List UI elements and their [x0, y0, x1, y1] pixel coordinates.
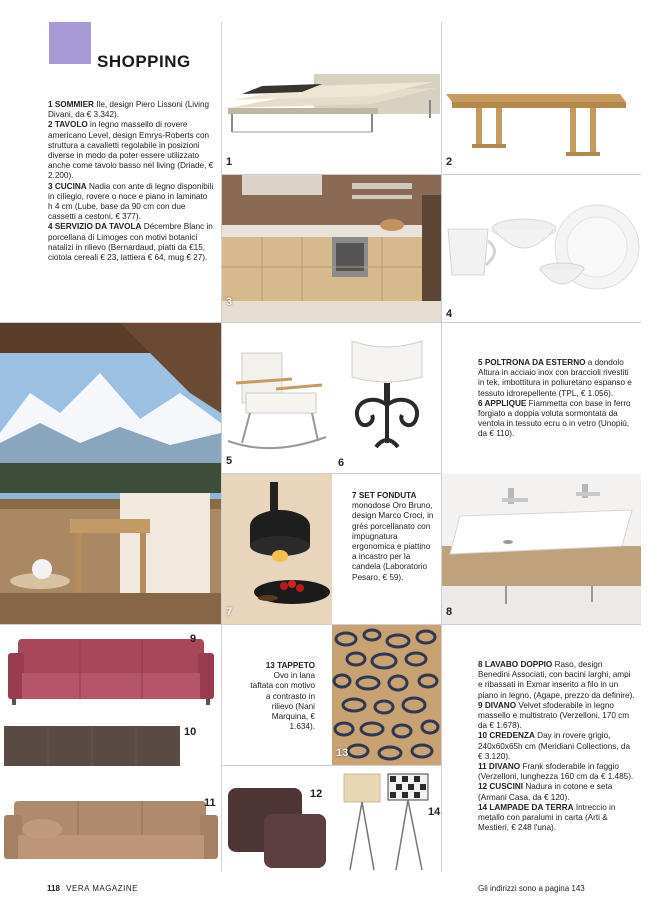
- table-image: [442, 22, 641, 174]
- label-2: 2: [446, 156, 453, 168]
- label-5: 5: [226, 455, 233, 467]
- photo-fondue: [222, 474, 332, 624]
- photo-rocking-chair: [222, 323, 332, 473]
- photo-bed: [222, 22, 441, 174]
- floor-lamps-image: [332, 766, 441, 872]
- photo-sofa-red: [0, 625, 221, 715]
- photo-kitchen: [222, 175, 441, 322]
- rug-image: [332, 625, 441, 765]
- photo-table: [442, 22, 641, 174]
- bed-image: [222, 22, 441, 174]
- photo-cushions: [222, 766, 332, 872]
- magazine-name: VERA MAGAZINE: [66, 884, 138, 893]
- item-3: 3 CUCINA Nadia con ante di legno disponibili in ciliegio, rovere o noce e piano in laminato h 4 cm (Lube, base da 90 cm con due cassetti a cestoni, € 377).: [48, 181, 214, 222]
- label-11: 11: [204, 797, 216, 809]
- wall-lamp-image: [332, 323, 441, 473]
- item-9: 9 DIVANO Velvet sfoderabile in legno massello e multistrato (Verzelloni, 170 cm da € 1.678).: [478, 700, 630, 731]
- label-1: 1: [226, 156, 233, 168]
- intro-text: [48, 100, 214, 263]
- item-11: 11 DIVANO Frank sfoderabile in faggio (Verzelloni, lunghezza 160 cm da € 1.485).: [478, 762, 634, 782]
- photo-floor-lamps: [332, 766, 441, 872]
- sink-image: [442, 474, 641, 624]
- item-4: 4 SERVIZIO DA TAVOLA Décembre Blanc in porcellana di Limoges con motivi botanici natalizi in rilievo (Bernardaud, piatti da €15, ciotola cereali € 23, lattiera € 64, mug € 27).: [48, 222, 213, 263]
- photo-rug: [332, 625, 441, 765]
- page-title: SHOPPING: [97, 52, 191, 71]
- label-13: 13: [336, 747, 349, 759]
- footer-left: [47, 884, 138, 893]
- header-accent-square: [49, 22, 91, 64]
- photo-sideboard: [0, 716, 221, 778]
- label-8: 8: [446, 606, 453, 618]
- rocking-chair-image: [222, 323, 332, 473]
- photo-tableware: [442, 175, 641, 322]
- item-8: 8 LAVABO DOPPIO Raso, design Benedini Associati, con bacini larghi, ampi e ribassati in Exmar inserito a filo in un piano in legno, (Agape, prezzo da definire).: [478, 660, 635, 700]
- cushions-image: [222, 766, 332, 872]
- label-9: 9: [190, 633, 197, 645]
- label-14: 14: [428, 806, 441, 818]
- terrace-image: [0, 323, 221, 624]
- label-12: 12: [310, 788, 323, 800]
- label-4: 4: [446, 308, 453, 320]
- fonduta-text: 7 SET FONDUTA monodose Oro Bruno, design Marco Croci, in grès porcellanato con impugnatura ergonomica e piattino a incastro per la candela (Laboratorio Pesaro, € 59).: [352, 491, 434, 582]
- tableware-image: [442, 175, 641, 322]
- item-10: 10 CREDENZA Day in rovere grigio, 240x60x65h cm (Meridiani Collections, da € 3.120).: [478, 731, 631, 761]
- item-1: 1 SOMMIER Ile, design Piero Lissoni (Living Divani, da € 3.342).: [48, 100, 210, 120]
- photo-terrace: [0, 323, 221, 624]
- bottom-text: [478, 660, 636, 833]
- photo-sink: [442, 474, 641, 624]
- page-number: 118: [47, 884, 60, 893]
- label-10: 10: [184, 726, 197, 738]
- item-2: 2 TAVOLO in legno massello di rovere americano Level, design Emrys-Roberts con struttura a cavalletti regolabile in posizioni diverse in modo da poter essere utilizzato anche come tavolo basso nel living (Driade, € 2.200).: [48, 120, 214, 181]
- footer-note: Gli indirizzi sono a pagina 143: [478, 884, 585, 893]
- label-7: 7: [226, 606, 233, 618]
- item-14: 14 LAMPADE DA TERRA Intreccio in metallo con paralumi in carta (Arti & Mestieri, € 248 l'una).: [478, 802, 616, 833]
- sofa-beige-image: [0, 779, 221, 872]
- photo-sofa-beige: [0, 779, 221, 872]
- sofa-red-image: [0, 625, 221, 715]
- label-6: 6: [338, 457, 345, 469]
- fondue-image: [222, 474, 332, 624]
- mid-text: [478, 358, 636, 440]
- photo-wall-lamp: [332, 323, 441, 473]
- item-12: 12 CUSCINI Nadura in cotone e seta (Armani Casa, da € 120).: [478, 782, 613, 802]
- item-5: 5 POLTRONA DA ESTERNO a dondolo Altura in acciaio inox con braccioli rivestiti in tek, imbottitura in poliuretano espanso e tessuto idrorepellente (TPL, € 1.056).: [478, 358, 632, 398]
- label-3: 3: [226, 296, 233, 308]
- tappeto-text: 13 TAPPETO Ovo in lana taftata con motivo a contrasto in rilievo (Nani Marquina, € 1.634).: [250, 661, 315, 732]
- item-6: 6 APPLIQUE Fiammetta con base in ferro forgiato a doppia voluta sormontata da ventola in tessuto ecru o in vetro (Unopiù, da € 110).: [478, 398, 631, 439]
- kitchen-image: [222, 175, 441, 322]
